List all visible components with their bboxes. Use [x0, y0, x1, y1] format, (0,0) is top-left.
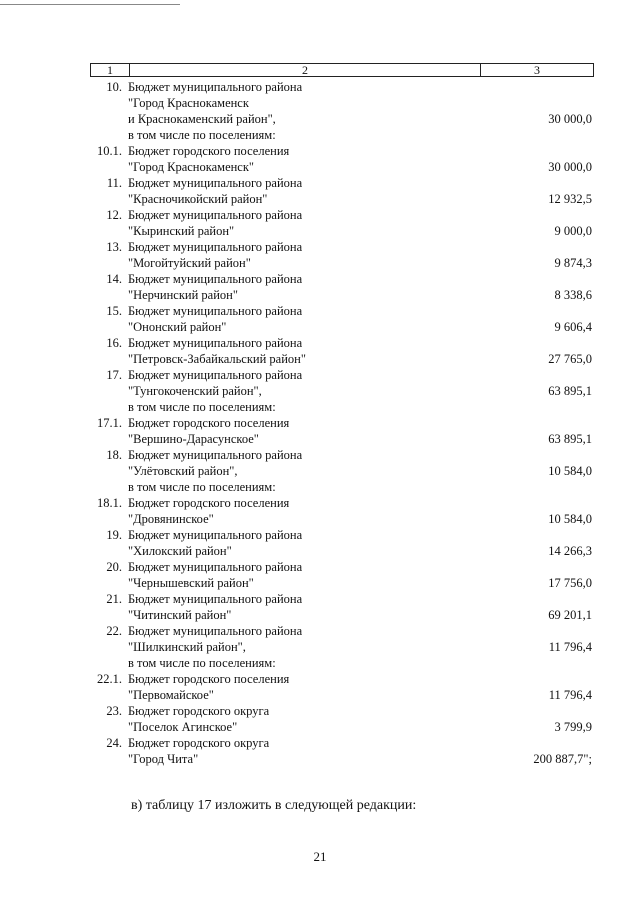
- table-row: [0, 479, 640, 495]
- row-text-line: "Читинский район": [128, 608, 232, 622]
- table-row: [0, 399, 640, 415]
- row-amount: 9 606,4: [554, 320, 592, 334]
- table-row: [0, 239, 640, 271]
- row-text-line: "Нерчинский район": [128, 288, 238, 302]
- row-amount: 10 584,0: [548, 512, 592, 526]
- row-amount: 30 000,0: [548, 160, 592, 174]
- table-row: [0, 495, 640, 527]
- row-amount: 200 887,7";: [533, 752, 592, 766]
- table-row: [0, 655, 640, 671]
- table-row: [0, 175, 640, 207]
- table-row: [0, 367, 640, 399]
- row-number: 15.: [106, 304, 122, 318]
- row-text-line: в том числе по поселениям:: [128, 400, 276, 414]
- table-row: [0, 79, 640, 127]
- row-text-line: Бюджет муниципального района: [128, 176, 303, 190]
- row-number: 17.: [106, 368, 122, 382]
- row-text-line: "Чернышевский район": [128, 576, 254, 590]
- row-text-line: "Улётовский район",: [128, 464, 238, 478]
- row-text-line: "Шилкинский район",: [128, 640, 246, 654]
- budget-table-body: [0, 79, 640, 767]
- table-row: [0, 415, 640, 447]
- row-text-line: Бюджет городского поселения: [128, 496, 290, 510]
- row-text-line: Бюджет городского поселения: [128, 416, 290, 430]
- table-row: [0, 447, 640, 479]
- row-text-line: Бюджет муниципального района: [128, 448, 303, 462]
- row-amount: 14 266,3: [548, 544, 592, 558]
- row-text-line: "Могойтуйский район": [128, 256, 251, 270]
- row-text-line: Бюджет муниципального района: [128, 336, 303, 350]
- row-text-line: Бюджет городского округа: [128, 704, 270, 718]
- row-text-line: Бюджет городского поселения: [128, 144, 290, 158]
- row-text-line: Бюджет муниципального района: [128, 272, 303, 286]
- row-number: 20.: [106, 560, 122, 574]
- table-row: [0, 207, 640, 239]
- row-text-line: "Дровянинское": [128, 512, 214, 526]
- header-col-2: 2: [130, 64, 481, 76]
- row-text-line: Бюджет муниципального района: [128, 624, 303, 638]
- row-amount: 9 000,0: [554, 224, 592, 238]
- top-rule: [0, 4, 180, 5]
- row-number: 11.: [106, 176, 122, 190]
- row-number: 10.1.: [97, 144, 122, 158]
- table-row: [0, 671, 640, 703]
- row-amount: 30 000,0: [548, 112, 592, 126]
- row-text-line: "Город Краснокаменск: [128, 96, 249, 110]
- row-amount: 11 796,4: [548, 640, 592, 654]
- row-text-line: в том числе по поселениям:: [128, 656, 276, 670]
- row-number: 13.: [106, 240, 122, 254]
- row-text-line: "Красночикойский район": [128, 192, 268, 206]
- row-number: 18.1.: [97, 496, 122, 510]
- row-number: 23.: [106, 704, 122, 718]
- row-text-line: "Вершино-Дарасунское": [128, 432, 259, 446]
- row-text-line: Бюджет городского округа: [128, 736, 270, 750]
- row-text-line: Бюджет муниципального района: [128, 592, 303, 606]
- table-row: [0, 559, 640, 591]
- footer-note: в) таблицу 17 изложить в следующей редакции:: [131, 798, 417, 813]
- row-text-line: "Петровск-Забайкальский район": [128, 352, 306, 366]
- row-number: 16.: [106, 336, 122, 350]
- row-amount: 11 796,4: [548, 688, 592, 702]
- row-text-line: Бюджет муниципального района: [128, 208, 303, 222]
- table-row: [0, 127, 640, 143]
- row-text-line: Бюджет муниципального района: [128, 368, 303, 382]
- row-text-line: "Первомайское": [128, 688, 214, 702]
- row-number: 22.: [106, 624, 122, 638]
- row-text-line: Бюджет муниципального района: [128, 528, 303, 542]
- row-text-line: в том числе по поселениям:: [128, 480, 276, 494]
- row-text-line: "Поселок Агинское": [128, 720, 238, 734]
- row-text-line: "Кыринский район": [128, 224, 235, 238]
- row-text-line: Бюджет муниципального района: [128, 240, 303, 254]
- row-text-line: "Город Чита": [128, 752, 199, 766]
- row-number: 17.1.: [97, 416, 122, 430]
- header-col-3: 3: [534, 63, 540, 77]
- row-amount: 9 874,3: [554, 256, 592, 270]
- table-row: [0, 623, 640, 655]
- row-text-line: Бюджет муниципального района: [128, 80, 303, 94]
- row-number: 10.: [106, 80, 122, 94]
- row-number: 14.: [106, 272, 122, 286]
- row-text-line: Бюджет муниципального района: [128, 304, 303, 318]
- row-amount: 10 584,0: [548, 464, 592, 478]
- row-text-line: "Город Краснокаменск": [128, 160, 255, 174]
- row-text-line: Бюджет городского поселения: [128, 672, 290, 686]
- row-number: 18.: [106, 448, 122, 462]
- table-row: [0, 303, 640, 335]
- row-text-line: "Тунгокоченский район",: [128, 384, 262, 398]
- page-number: 21: [313, 849, 327, 864]
- row-text-line: Бюджет муниципального района: [128, 560, 303, 574]
- row-text-line: и Краснокаменский район",: [128, 112, 276, 126]
- row-amount: 63 895,1: [548, 384, 592, 398]
- table-row: [0, 591, 640, 623]
- row-amount: 8 338,6: [554, 288, 592, 302]
- table-row: [0, 271, 640, 303]
- row-text-line: "Хилокский район": [128, 544, 232, 558]
- table-header: [90, 63, 594, 77]
- row-amount: 27 765,0: [548, 352, 592, 366]
- table-row: [0, 143, 640, 175]
- row-amount: 3 799,9: [554, 720, 592, 734]
- table-row: [0, 527, 640, 559]
- row-amount: 63 895,1: [548, 432, 592, 446]
- row-text-line: в том числе по поселениям:: [128, 128, 276, 142]
- row-number: 19.: [106, 528, 122, 542]
- row-number: 12.: [106, 208, 122, 222]
- table-row: [0, 735, 640, 767]
- row-amount: 17 756,0: [548, 576, 592, 590]
- row-amount: 12 932,5: [548, 192, 592, 206]
- table-row: [0, 335, 640, 367]
- row-amount: 69 201,1: [548, 608, 592, 622]
- row-text-line: "Ононский район": [128, 320, 227, 334]
- row-number: 24.: [106, 736, 122, 750]
- row-number: 22.1.: [97, 672, 122, 686]
- table-row: [0, 703, 640, 735]
- header-col-1: 1: [91, 64, 130, 76]
- row-number: 21.: [106, 592, 122, 606]
